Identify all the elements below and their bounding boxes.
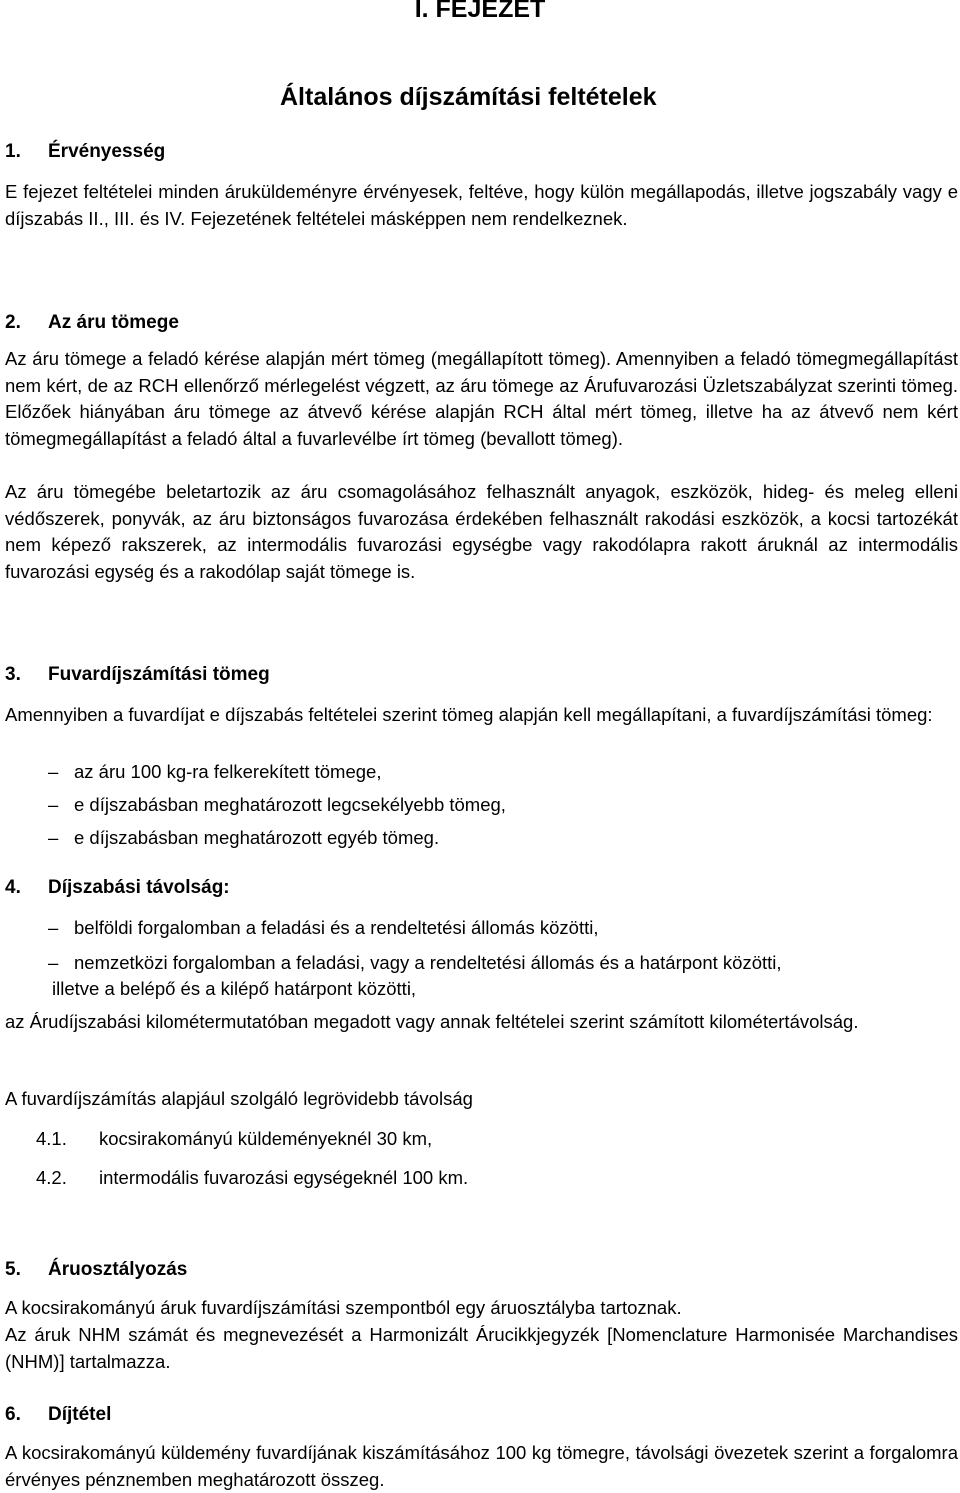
section-title: Díjtétel (48, 1404, 112, 1425)
dash-bullet: – (48, 917, 59, 938)
chapter-title-text: I. FEJEZET (414, 0, 546, 23)
list-item-text: belföldi forgalomban a feladási és a rendeltetési állomás közötti, (74, 917, 599, 938)
section-heading-6 (5, 1401, 111, 1428)
section-title: Fuvardíjszámítási tömeg (48, 664, 270, 685)
section-title: Érvényesség (48, 141, 166, 162)
item-number: 4.2. (36, 1167, 67, 1188)
section-heading-1 (5, 138, 165, 165)
list-item (48, 791, 506, 818)
list-item (48, 824, 440, 851)
list-item-continuation: illetve a belépő és a kilépő határpont közötti, (52, 978, 417, 999)
section-4-after: az Árudíjszabási kilométermutatóban megadott vagy annak feltételei szerint számított kilométertávolság. (5, 1011, 859, 1032)
section-2-paragraph-2: Az áru tömegébe beletartozik az áru csomagolásához felhasznált anyagok, eszközök, hideg- és meleg elleni védőszerek, ponyvák, az áru biztonságos fuvarozása érdekében felhasznált rakodási eszközök, a kocsi tartozékát nem képező rakszerek, az intermodális fuvarozási egységbe vagy rakodólapra rakott áruknál az intermodális fuvarozási egység és a rakodólap saját tömege is. (5, 481, 958, 582)
dash-bullet: – (48, 827, 59, 848)
section-number: 2. (5, 312, 21, 333)
item-text: intermodális fuvarozási egységeknél 100 km. (99, 1167, 469, 1188)
list-item (48, 758, 382, 785)
list-item-text: nemzetközi forgalomban a feladási, vagy a rendeltetési állomás és a határpont közötti, (74, 952, 782, 973)
numbered-item (36, 1164, 468, 1191)
dash-bullet: – (48, 761, 59, 782)
section-number: 5. (5, 1259, 21, 1280)
section-heading-4 (5, 874, 230, 901)
section-4-min-intro: A fuvardíjszámítás alapjául szolgáló legrövidebb távolság (5, 1088, 473, 1109)
section-number: 4. (5, 877, 21, 898)
section-2-paragraph-1: Az áru tömege a feladó kérése alapján mért tömeg (megállapított tömeg). Amennyiben a feladó tömegmegállapítást nem kért, de az RCH ellenőrző mérlegelést végzett, az áru tömege az Árufuvarozási Üzletszabályzat szerinti tömeg. Előzőek hiányában áru tömege az átvevő kérése alapján RCH által mért tömeg, illetve ha az átvevő nem kért tömegmegállapítást a feladó által a fuvarlevélbe írt tömeg (bevallott tömeg). (5, 348, 958, 449)
section-5-paragraph-2: Az áruk NHM számát és megnevezését a Harmonizált Árucikkjegyzék [Nomenclature Harmonisée Marchandises (NHM)] tartalmazza. (5, 1324, 958, 1372)
section-number: 1. (5, 141, 21, 162)
section-title: Díjszabási távolság: (48, 877, 230, 898)
numbered-item (36, 1125, 432, 1152)
item-number: 4.1. (36, 1128, 67, 1149)
section-title: Áruosztályozás (48, 1259, 188, 1280)
section-1-paragraph: E fejezet feltételei minden áruküldeményre érvényesek, feltéve, hogy külön megállapodás, illetve jogszabály vagy e díjszabás II., III. és IV. Fejezetének feltételei másképpen nem rendelkeznek. (5, 181, 958, 229)
section-number: 6. (5, 1404, 21, 1425)
section-heading-3 (5, 661, 270, 688)
item-text: kocsirakományú küldeményeknél 30 km, (99, 1128, 433, 1149)
list-item-text: e díjszabásban meghatározott legcsekélyebb tömeg, (74, 794, 506, 815)
list-item (48, 914, 599, 941)
section-6-paragraph: A kocsirakományú küldemény fuvardíjának kiszámításához 100 kg tömegre, távolsági övezetek szerint a forgalomra érvényes pénznemben meghatározott összeg. (5, 1442, 958, 1490)
document-title: Általános díjszámítási feltételek (280, 83, 657, 111)
list-item-text: e díjszabásban meghatározott egyéb tömeg. (74, 827, 440, 848)
dash-bullet: – (48, 794, 59, 815)
section-5-paragraph-1: A kocsirakományú áruk fuvardíjszámítási szempontból egy áruosztályba tartoznak. (5, 1297, 682, 1318)
list-item (48, 949, 782, 976)
list-item-text: az áru 100 kg-ra felkerekített tömege, (74, 761, 382, 782)
section-heading-2 (5, 309, 179, 336)
section-3-intro: Amennyiben a fuvardíjat e díjszabás feltételei szerint tömeg alapján kell megállapítani, a fuvardíjszámítási tömeg: (5, 704, 933, 725)
chapter-title (0, 0, 960, 24)
section-heading-5 (5, 1256, 187, 1283)
section-title: Az áru tömege (48, 312, 179, 333)
dash-bullet: – (48, 952, 59, 973)
section-number: 3. (5, 664, 21, 685)
